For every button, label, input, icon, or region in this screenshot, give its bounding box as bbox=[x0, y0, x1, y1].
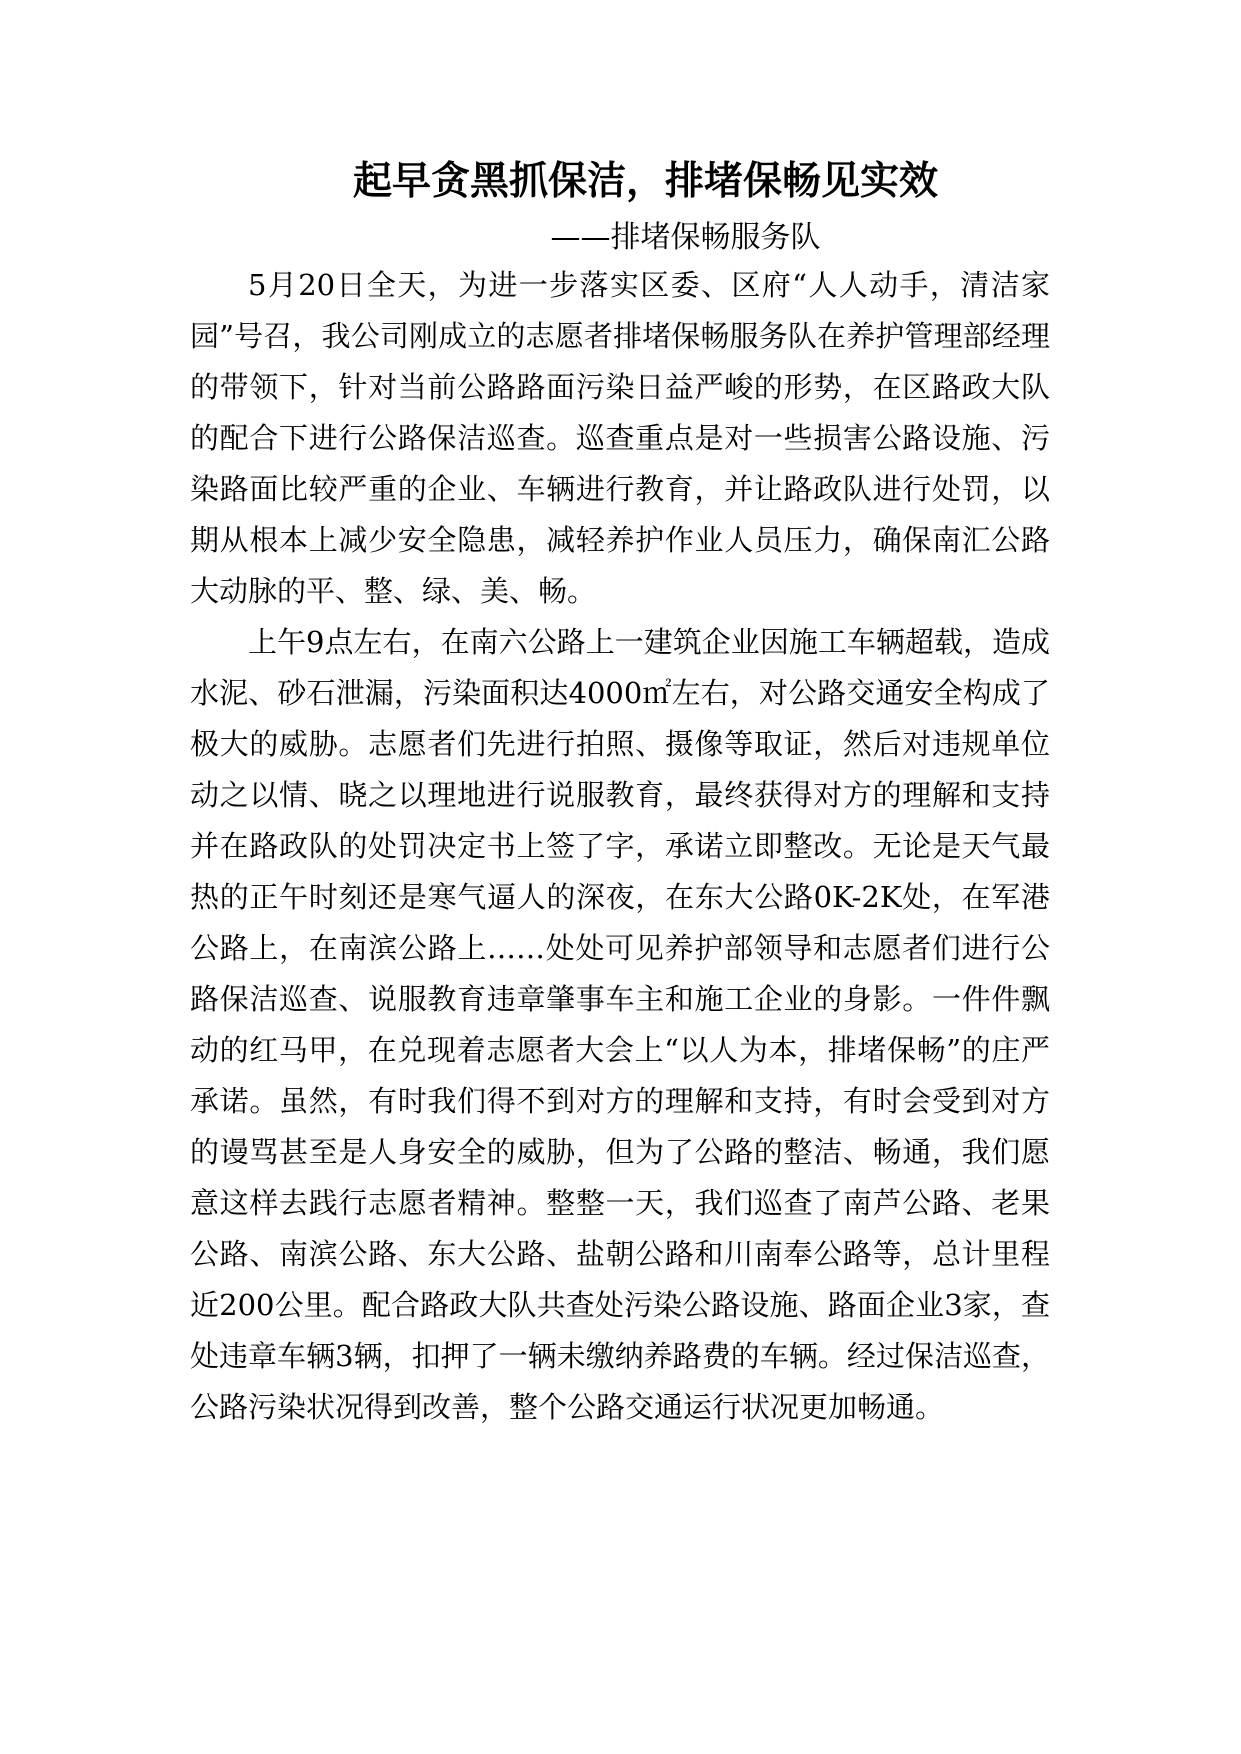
document-body bbox=[190, 260, 1050, 1433]
paragraph-2: 上午9点左右，在南六公路上一建筑企业因施工车辆超载，造成水泥、砂石泄漏，污染面积达4000㎡左右，对公路交通安全构成了极大的威胁。志愿者们先进行拍照、摄像等取证，然后对违规单位动之以情、晓之以理地进行说服教育，最终获得对方的理解和支持并在路政队的处罚决定书上签了字，承诺立即整改。无论是天气最热的正午时刻还是寒气逼人的深夜，在东大公路0K-2K处，在军港公路上，在南滨公路上……处处可见养护部领导和志愿者们进行公路保洁巡查、说服教育违章肇事车主和施工企业的身影。一件件飘动的红马甲，在兑现着志愿者大会上“以人为本，排堵保畅”的庄严承诺。虽然，有时我们得不到对方的理解和支持，有时会受到对方的谩骂甚至是人身安全的威胁，但为了公路的整洁、畅通，我们愿意这样去践行志愿者精神。整整一天，我们巡查了南芦公路、老果公路、南滨公路、东大公路、盐朝公路和川南奉公路等，总计里程近200公里。配合路政大队共查处污染公路设施、路面企业3家，查处违章车辆3辆，扣押了一辆未缴纳养路费的车辆。经过保洁巡查，公路污染状况得到改善，整个公路交通运行状况更加畅通。 bbox=[190, 625, 1050, 1424]
document-subtitle: ——排堵保畅服务队 bbox=[550, 220, 821, 255]
paragraph-1: 5月20日全天，为进一步落实区委、区府“人人动手，清洁家园”号召，我公司刚成立的志愿者排堵保畅服务队在养护管理部经理的带领下，针对当前公路路面污染日益严峻的形势，在区路政大队的配合下进行公路保洁巡查。巡查重点是对一些损害公路设施、污染路面比较严重的企业、车辆进行教育，并让路政队进行处罚，以期从根本上减少安全隐患，减轻养护作业人员压力，确保南汇公路大动脉的平、整、绿、美、畅。 bbox=[190, 268, 1050, 608]
document-title: 起早贪黑抓保洁，排堵保畅见实效 bbox=[352, 158, 938, 204]
